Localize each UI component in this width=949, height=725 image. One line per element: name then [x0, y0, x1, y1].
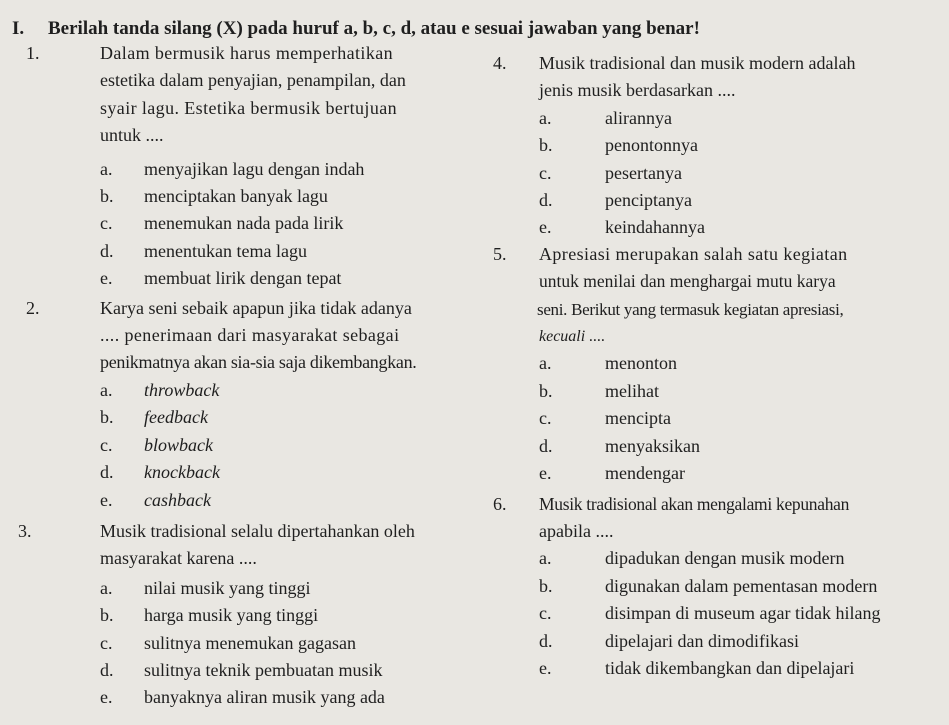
option-text: banyaknya aliran musik yang ada [144, 687, 385, 708]
option-letter: e. [100, 687, 113, 708]
option-letter: b. [539, 135, 553, 156]
answer-option[interactable] [493, 350, 941, 377]
answer-option[interactable] [26, 684, 496, 711]
option-text: mendengar [605, 463, 685, 484]
option-text: dipelajari dan dimodifikasi [605, 630, 799, 651]
question-text-line: Dalam bermusik harus memperhatikan [100, 43, 394, 63]
question-text-line: jenis musik berdasarkan .... [539, 80, 736, 101]
option-text: menentukan tema lagu [144, 240, 307, 261]
option-text: menyaksikan [605, 435, 700, 456]
question-2 [26, 295, 496, 377]
section-number: I. [12, 18, 25, 39]
option-letter: a. [100, 379, 113, 400]
section-instruction: Berilah tanda silang (X) pada huruf a, b, c, d, atau e sesuai jawaban yang benar! [48, 18, 700, 39]
question-number: 2. [26, 297, 40, 318]
option-text: alirannya [605, 107, 672, 128]
answer-option[interactable] [493, 433, 941, 460]
answer-option[interactable] [493, 545, 941, 572]
option-letter: b. [100, 605, 114, 626]
answer-option[interactable] [493, 132, 941, 159]
option-text: dipadukan dengan musik modern [605, 548, 845, 569]
answer-option[interactable] [26, 459, 496, 486]
option-text: membuat lirik dengan tepat [144, 268, 342, 289]
option-letter: d. [539, 630, 553, 651]
option-text: menonton [605, 353, 677, 374]
option-text: digunakan dalam pementasan modern [605, 575, 878, 596]
option-text: penontonnya [605, 135, 698, 156]
answer-option[interactable] [493, 628, 941, 655]
question-text-line: estetika dalam penyajian, penampilan, dan [100, 70, 406, 91]
answer-option[interactable] [493, 378, 941, 405]
answer-option[interactable] [26, 630, 496, 657]
option-letter: c. [539, 408, 552, 429]
option-letter: e. [539, 657, 552, 678]
option-letter: d. [100, 659, 114, 680]
answer-option[interactable] [493, 160, 941, 187]
option-letter: d. [100, 462, 114, 483]
answer-option[interactable] [493, 600, 941, 627]
question-text-line: untuk .... [100, 125, 164, 146]
option-text: nilai musik yang tinggi [144, 577, 311, 598]
question-number: 1. [26, 43, 40, 63]
question-text-line: .... penerimaan dari masyarakat sebagai [100, 325, 400, 346]
option-text: menemukan nada pada lirik [144, 213, 344, 234]
answer-option[interactable] [493, 573, 941, 600]
answer-option[interactable] [26, 432, 496, 459]
answer-option[interactable] [493, 187, 941, 214]
option-letter: a. [100, 577, 113, 598]
question-text-line: penikmatnya akan sia-sia saja dikembangkan. [100, 352, 417, 373]
option-letter: c. [539, 603, 552, 624]
answer-option[interactable] [493, 460, 941, 487]
question-text-line: Musik tradisional selalu dipertahankan oleh [100, 520, 415, 541]
option-text: keindahannya [605, 217, 705, 238]
answer-option[interactable] [26, 265, 496, 292]
question-text-line: apabila .... [539, 520, 614, 541]
question-text-line: masyarakat karena .... [100, 548, 257, 569]
answer-option[interactable] [26, 404, 496, 431]
option-text: menyajikan lagu dengan indah [144, 158, 365, 179]
answer-option[interactable] [26, 210, 496, 237]
answer-option[interactable] [493, 105, 941, 132]
question-number: 5. [493, 243, 507, 264]
option-text: cashback [144, 489, 211, 510]
option-text: blowback [144, 434, 213, 455]
answer-option[interactable] [26, 487, 496, 514]
answer-option[interactable] [26, 156, 496, 183]
option-text: pesertanya [605, 162, 682, 183]
question-text-line: untuk menilai dan menghargai mutu karya [539, 271, 836, 292]
section-heading [12, 18, 700, 40]
question-number: 4. [493, 53, 507, 73]
answer-option[interactable] [26, 657, 496, 684]
question-text-line: kecuali .... [539, 328, 606, 346]
option-letter: e. [100, 268, 113, 289]
answer-option[interactable] [26, 183, 496, 210]
option-text: mencipta [605, 408, 671, 429]
option-text: penciptanya [605, 190, 692, 211]
option-text: melihat [605, 380, 659, 401]
question-text-line: Apresiasi merupakan salah satu kegiatan [539, 243, 848, 264]
option-letter: d. [539, 190, 553, 211]
answer-option[interactable] [493, 405, 941, 432]
question-text-line: Karya seni sebaik apapun jika tidak adanya [100, 297, 412, 318]
question-text-line: syair lagu. Estetika bermusik bertujuan [100, 97, 398, 118]
answer-option[interactable] [26, 377, 496, 404]
question-text-line: seni. Berikut yang termasuk kegiatan apresiasi, [537, 299, 844, 319]
option-letter: b. [100, 407, 114, 428]
option-letter: e. [539, 463, 552, 484]
option-text: knockback [144, 462, 220, 483]
option-text: feedback [144, 407, 208, 428]
option-letter: c. [100, 434, 113, 455]
option-letter: b. [539, 575, 553, 596]
answer-option[interactable] [26, 575, 496, 602]
answer-option[interactable] [493, 655, 941, 682]
option-letter: c. [539, 162, 552, 183]
option-letter: e. [539, 217, 552, 238]
left-column [18, 40, 496, 712]
question-4 [493, 50, 941, 105]
option-letter: c. [100, 213, 113, 234]
answer-option[interactable] [26, 238, 496, 265]
option-letter: b. [539, 380, 553, 401]
option-text: sulitnya teknik pembuatan musik [144, 659, 383, 680]
answer-option[interactable] [493, 214, 941, 241]
answer-option[interactable] [26, 602, 496, 629]
question-3 [18, 518, 496, 573]
option-letter: a. [539, 353, 552, 374]
option-text: sulitnya menemukan gagasan [144, 632, 356, 653]
option-text: harga musik yang tinggi [144, 605, 319, 626]
question-1 [26, 40, 496, 150]
option-letter: d. [539, 435, 553, 456]
option-letter: e. [100, 489, 113, 510]
option-letter: a. [539, 107, 552, 128]
option-letter: d. [100, 240, 114, 261]
option-text: throwback [144, 379, 220, 400]
question-number: 3. [18, 520, 32, 541]
right-column [493, 50, 941, 682]
option-text: disimpan di museum agar tidak hilang [605, 603, 881, 624]
question-number: 6. [493, 493, 507, 514]
question-6 [493, 491, 941, 546]
option-letter: a. [539, 548, 552, 569]
question-text-line: Musik tradisional akan mengalami kepunahan [539, 493, 850, 514]
question-5 [493, 241, 941, 351]
option-text: tidak dikembangkan dan dipelajari [605, 657, 855, 678]
option-letter: b. [100, 186, 114, 207]
option-text: menciptakan banyak lagu [144, 186, 328, 207]
option-letter: a. [100, 158, 113, 179]
option-letter: c. [100, 632, 113, 653]
question-text-line: Musik tradisional dan musik modern adalah [539, 53, 856, 73]
